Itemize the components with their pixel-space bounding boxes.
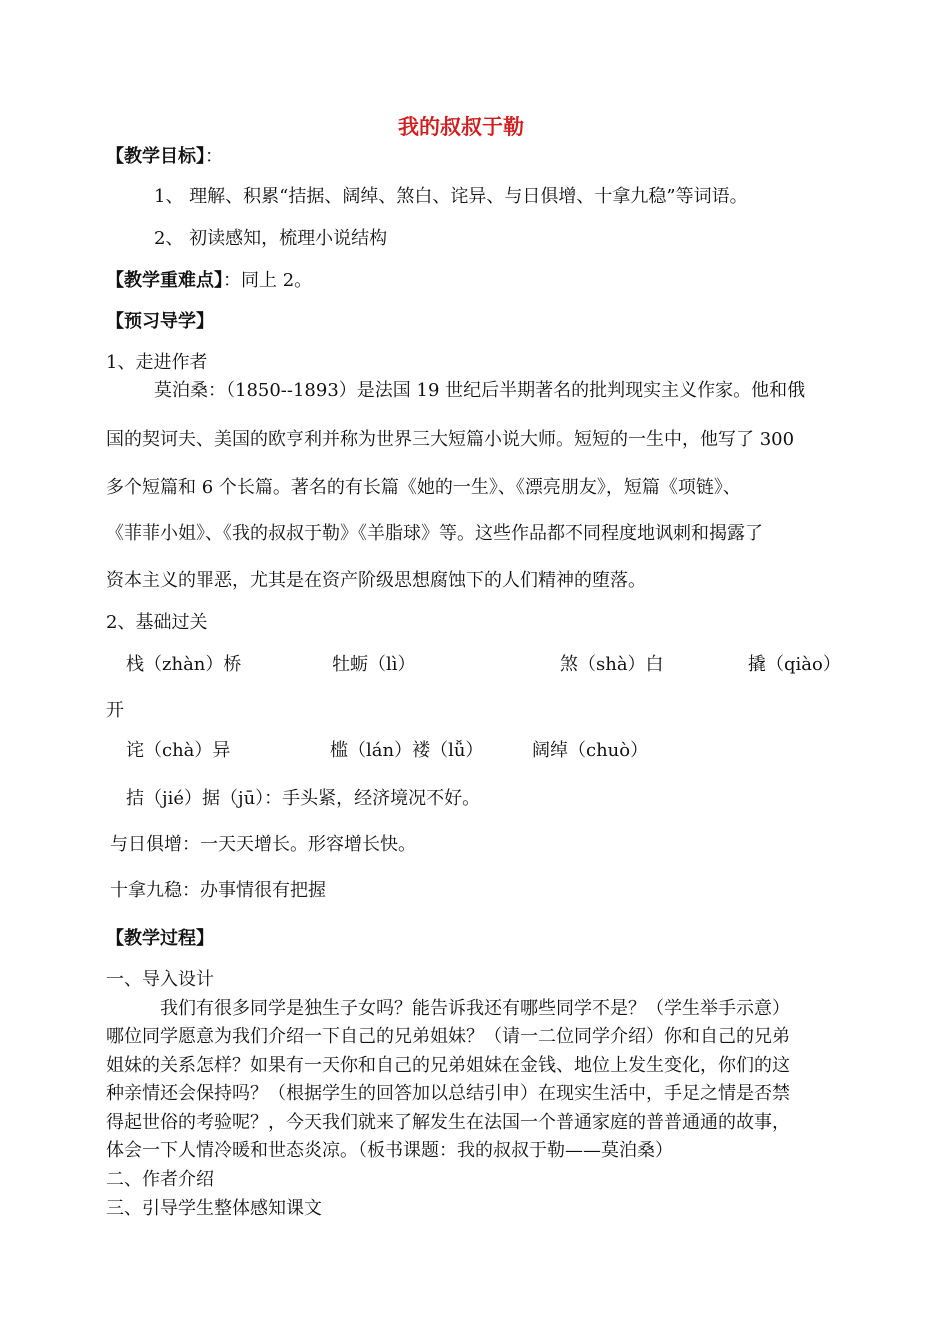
- objectives-colon: ：: [205, 146, 223, 167]
- author-line-2: 国的契诃夫、美国的欧亨利并称为世界三大短篇小说大师。短短的一生中，他写了 300: [106, 429, 795, 450]
- author-line-4: 《菲菲小姐》、《我的叔叔于勒》《羊脂球》等。这些作品都不同程度地讽刺和揭露了: [106, 523, 763, 544]
- basics-heading: 2、基础过关: [106, 612, 208, 633]
- pinyin-item-kuochuo: 阔绰（chuò）: [532, 740, 649, 761]
- page-title: 我的叔叔于勒: [398, 115, 524, 139]
- definition-yurijuzeng: 与日俱增：一天天增长。形容增长快。: [110, 834, 416, 855]
- pinyin-item-muli: 牡蛎（lì）: [332, 654, 416, 675]
- author-line-5: 资本主义的罪恶，尤其是在资产阶级思想腐蚀下的人们精神的堕落。: [106, 570, 646, 591]
- intro-line-6: 体会一下人情冷暖和世态炎凉。（板书课题：我的叔叔于勒——莫泊桑）: [106, 1140, 673, 1161]
- pinyin-wrap-kai: 开: [106, 700, 124, 721]
- intro-line-3: 姐妹的关系怎样？如果有一天你和自己的兄弟姐妹在金钱、地位上发生变化，你们的这: [106, 1055, 790, 1076]
- difficulty-text: ：同上 2。: [223, 270, 313, 291]
- definition-shinajiuwen: 十拿九稳：办事情很有把握: [110, 880, 326, 901]
- intro-line-5: 得起世俗的考验呢？，今天我们就来了解发生在法国一个普通家庭的普普通通的故事，: [106, 1112, 790, 1133]
- section-author-intro: 二、作者介绍: [106, 1169, 214, 1190]
- definition-jieju: 拮（jié）据（jū）：手头紧，经济境况不好。: [126, 788, 481, 809]
- pinyin-item-chayi: 诧（chà）异: [126, 740, 231, 761]
- pinyin-item-zhanqiao: 栈（zhàn）桥: [126, 654, 242, 675]
- objective-item-1: 1、 理解、积累“拮据、阔绰、煞白、诧异、与日俱增、十拿九稳”等词语。: [154, 186, 748, 207]
- author-heading: 1、走进作者: [106, 352, 208, 373]
- author-line-3: 多个短篇和 6 个长篇。著名的有长篇《她的一生》、《漂亮朋友》，短篇《项链》、: [106, 477, 741, 498]
- objective-item-2: 2、 初读感知，梳理小说结构: [154, 228, 388, 249]
- pinyin-item-lanlv: 槛（lán）褛（lǚ）: [330, 740, 484, 761]
- section-overall-perception: 三、引导学生整体感知课文: [106, 1198, 322, 1219]
- author-line-1: 莫泊桑：（1850--1893）是法国 19 世纪后半期著名的批判现实主义作家。他和俄: [154, 380, 806, 401]
- objectives-heading-row: [106, 146, 223, 168]
- intro-heading: 一、导入设计: [106, 969, 214, 990]
- difficulty-row: [106, 270, 312, 292]
- intro-line-2: 哪位同学愿意为我们介绍一下自己的兄弟姐妹？（请一二位同学介绍）你和自己的兄弟: [106, 1026, 790, 1047]
- pinyin-item-shabai: 煞（shà）白: [560, 654, 664, 675]
- intro-line-4: 种亲情还会保持吗？（根据学生的回答加以总结引申）在现实生活中，手足之情是否禁: [106, 1083, 790, 1104]
- difficulty-heading: 【教学重难点】: [106, 270, 223, 291]
- objectives-heading: 【教学目标】: [106, 146, 205, 167]
- pinyin-item-qiao: 撬（qiào）: [748, 654, 841, 675]
- intro-line-1: 我们有很多同学是独生子女吗？能告诉我还有哪些同学不是？（学生举手示意）: [160, 998, 790, 1019]
- preview-heading: 【预习导学】: [106, 311, 214, 332]
- process-heading: 【教学过程】: [106, 928, 214, 949]
